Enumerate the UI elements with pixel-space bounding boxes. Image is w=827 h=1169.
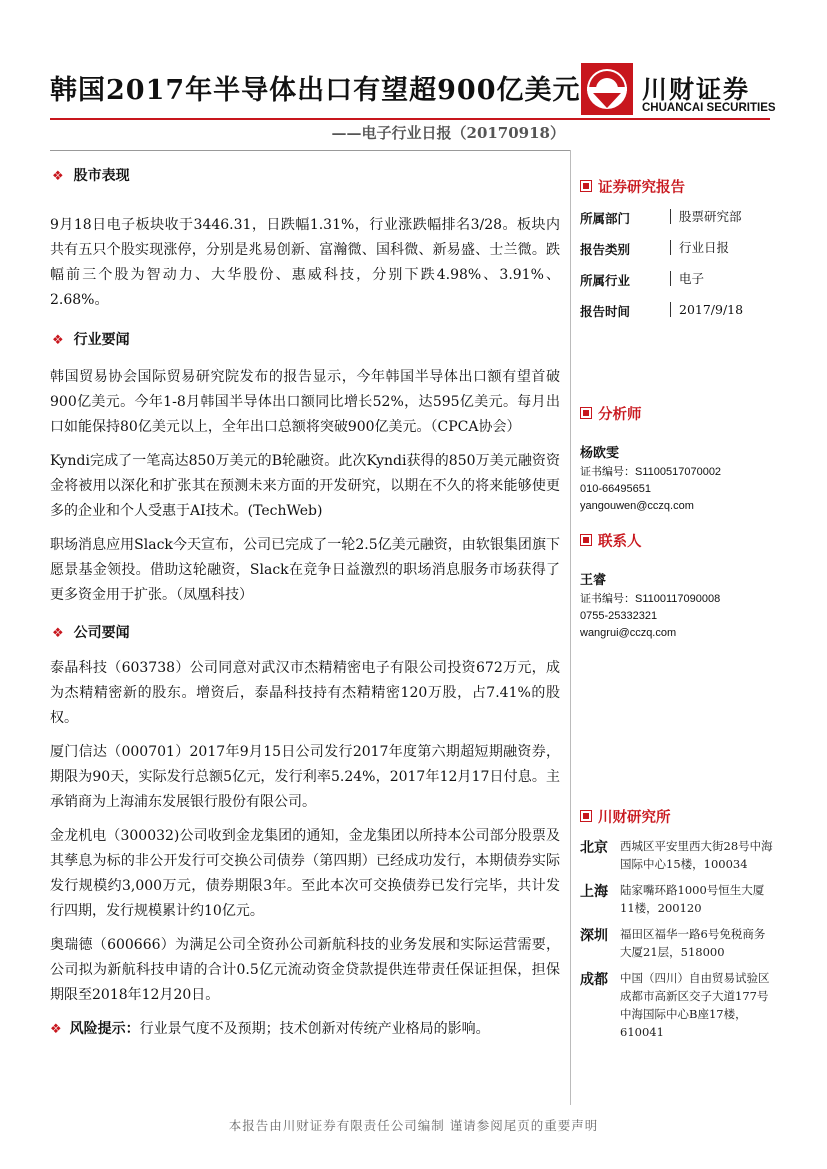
report-info-heading: 证券研究报告: [580, 176, 780, 197]
contact-phone: 0755-25332321: [580, 610, 658, 622]
analyst-email[interactable]: yangouwen@cczq.com: [580, 500, 694, 512]
contact-heading: 联系人: [580, 530, 780, 551]
red-square-icon: [580, 180, 592, 192]
company-paragraph: 奥瑞德（600666）为满足公司全资孙公司新航科技的业务发展和实际运营需要，公司拟为新航科技申请的合计0.5亿元流动资金贷款提供连带责任保证担保，担保期限至2018年12月20日。: [50, 937, 560, 1003]
diamond-bullet-icon: ❖: [52, 626, 64, 641]
report-info-panel: [580, 176, 780, 333]
analyst-panel: [580, 403, 780, 515]
chuancai-logo-icon: [580, 62, 634, 116]
red-square-icon: [580, 407, 592, 419]
analyst-phone: 010-66495651: [580, 483, 651, 495]
institute-heading: 川财研究所: [580, 806, 780, 827]
logo-chinese-name: 川财证券: [642, 75, 751, 104]
industry-heading: ❖ 行业要闻: [52, 332, 130, 348]
header-rule: [50, 118, 770, 120]
office-chengdu: 成都 中国（四川）自由贸易试验区成都市高新区交子大道177号中海国际中心B座17楼，610041: [580, 971, 770, 1039]
company-paragraph: 泰晶科技（603738）公司同意对武汉市杰精精密电子有限公司投资672万元，成为杰精精密新的股东。增资后，泰晶科技持有杰精精密120万股，占7.41%的股权。: [50, 660, 560, 726]
company-paragraph: 金龙机电（300032)公司收到金龙集团的通知，金龙集团以所持本公司部分股票及其孳息为标的非公开发行可交换公司债券（第四期）已经成功发行，本期债券实际发行规模约3,000万元，债券期限3年。至此本次可交换债券已发行完毕，共计发行四期，发行规模累计约10亿元。: [50, 828, 560, 919]
diamond-bullet-icon: ❖: [52, 333, 64, 348]
company-logo: [580, 62, 780, 120]
market-paragraph: 9月18日电子板块收于3446.31，日跌幅1.31%，行业涨跌幅排名3/28。板块内共有五只个股实现涨停，分别是兆易创新、富瀚微、国科微、新易盛、士兰微。跌幅前三个股为智动力、大华股份、惠威科技，分别下跌4.98%、3.91%、2.68%。: [50, 217, 560, 308]
risk-text: 行业景气度不及预期；技术创新对传统产业格局的影响。: [139, 1021, 490, 1037]
office-shenzhen: 深圳 福田区福华一路6号免税商务大厦21层，518000: [580, 927, 766, 959]
logo-english-name: CHUANCAI SECURITIES: [642, 102, 776, 114]
report-subtitle: ——电子行业日报（20170918）: [331, 124, 565, 142]
report-title: 韩国2017年半导体出口有望超900亿美元: [50, 75, 581, 106]
industry-paragraph: 职场消息应用Slack今天宣布，公司已完成了一轮2.5亿美元融资，由软银集团旗下愿景基金领投。借助这轮融资，Slack在竞争日益激烈的职场消息服务市场获得了更多资金用于扩张。（凤凰科技）: [50, 537, 560, 603]
info-row-industry: 所属行业 电子: [580, 271, 705, 288]
risk-label: 风险提示：: [69, 1021, 140, 1037]
info-row-department: 所属部门 股票研究部: [580, 209, 742, 226]
contact-panel: [580, 530, 780, 642]
analyst-heading: 分析师: [580, 403, 780, 424]
analyst-cert: 证书编号：S1100517070002: [580, 466, 722, 478]
industry-paragraph: Kyndi完成了一笔高达850万美元的B轮融资。此次Kyndi获得的850万美元融资资金将被用以深化和扩张其在预测未来方面的开发研究，以期在不久的将来能够使更多的企业和个人受惠于AI技术。(TechWeb): [50, 453, 560, 519]
office-beijing: 北京 西城区平安里西大街28号中海国际中心15楼，100034: [580, 839, 773, 871]
contact-cert: 证书编号：S1100117090008: [580, 593, 721, 605]
contact-name: 王睿: [580, 573, 607, 588]
footer-disclaimer: 本报告由川财证券有限责任公司编制 谨请参阅尾页的重要声明: [228, 1118, 599, 1133]
info-row-category: 报告类别 行业日报: [580, 240, 730, 257]
office-shanghai: 上海 陆家嘴环路1000号恒生大厦11楼，200120: [580, 883, 765, 915]
institute-panel: [580, 806, 780, 1049]
subtitle-rule: [50, 150, 570, 151]
contact-email[interactable]: wangrui@cczq.com: [580, 627, 677, 639]
company-paragraph: 厦门信达（000701）2017年9月15日公司发行2017年度第六期超短期融资券，期限为90天，实际发行总额5亿元，发行利率5.24%，2017年12月17日付息。主承销商为上海浦东发展银行股份有限公司。: [50, 744, 560, 810]
analyst-name: 杨欧雯: [580, 446, 620, 461]
risk-warning: [50, 1017, 560, 1042]
industry-paragraph: 韩国贸易协会国际贸易研究院发布的报告显示，今年韩国半导体出口额有望首破900亿美元。今年1-8月韩国半导体出口额同比增长52%，达595亿美元。每月出口如能保持80亿美元以上，全年出口总额将突破900亿美元。（CPCA协会）: [50, 369, 560, 435]
red-square-icon: [580, 534, 592, 546]
info-row-date: 报告时间 2017/9/18: [580, 302, 744, 319]
column-divider: [570, 150, 571, 1105]
main-content: [50, 165, 560, 1042]
company-heading: ❖ 公司要闻: [52, 625, 130, 641]
diamond-bullet-icon: ❖: [50, 1022, 62, 1037]
red-square-icon: [580, 810, 592, 822]
diamond-bullet-icon: ❖: [52, 169, 64, 184]
market-heading: ❖ 股市表现: [52, 168, 130, 184]
